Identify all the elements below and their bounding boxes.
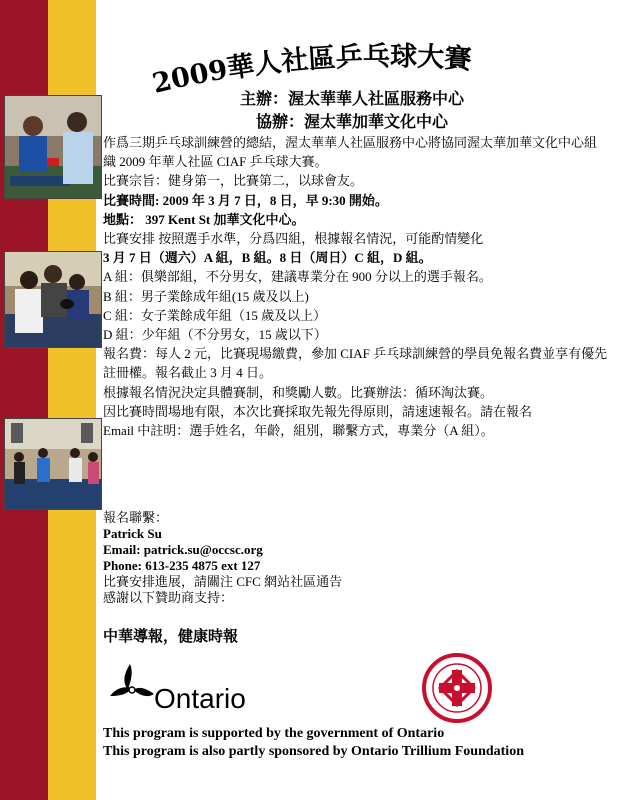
contact-phone: Phone: 613-235 4875 ext 127 xyxy=(103,558,261,573)
arrangement-text: 比賽安排 按照選手水準，分爲四組，根據報名情況，可能酌情變化 xyxy=(103,231,484,247)
time-text: 比賽時間: 2009 年 3 月 7 日，8 日，早 9:30 開始。 xyxy=(103,192,388,208)
location-text: 地點： 397 Kent St 加華文化中心。 xyxy=(103,211,305,227)
footer-line-1: This program is supported by the government of Ontario xyxy=(103,726,445,741)
contact-heading: 報名聯繫： xyxy=(103,510,169,525)
co-organizer: 協辦：渥太華加華文化中心 xyxy=(255,114,448,131)
group-c-text: C 組：女子業餘成年組（15 歲及以上） xyxy=(103,307,327,323)
footer-line-2: This program is also partly sponsored by Ontario Trillium Foundation xyxy=(103,744,524,759)
contact-block xyxy=(103,510,603,606)
footer xyxy=(103,725,613,761)
ontario-logo xyxy=(108,660,258,714)
purpose-text: 比賽宗旨：健身第一，比賽第二，以球會友。 xyxy=(103,173,364,189)
dates-text: 3 月 7 日（週六）A 組，B 組。8 日（周日）C 組，D 組。 xyxy=(103,250,432,266)
contact-email[interactable]: Email: patrick.su@occsc.org xyxy=(103,542,263,557)
ontario-wordmark: Ontario xyxy=(154,683,246,714)
sponsor-names: 中華導報，健康時報 xyxy=(103,629,239,645)
photo-training-2 xyxy=(4,251,102,348)
thanks-text: 感謝以下贊助商支持： xyxy=(103,590,234,605)
group-d-text: D 組：少年組（不分男女，15 歲以下） xyxy=(103,327,327,343)
rules-text: 根據報名情況決定具體賽制，和獎勵人數。比賽辦法：循环淘汰賽。 xyxy=(103,384,494,400)
limited-text: 因比賽時間場地有限，本次比賽採取先報先得原則，請速速報名。請在報名 xyxy=(103,403,533,419)
group-b-text: B 組：男子業餘成年組(15 歲及以上) xyxy=(103,288,309,304)
photo-training-1 xyxy=(4,95,102,199)
title-text: 2009華人社區乒乓球大賽 xyxy=(149,41,473,100)
progress-note: 比賽安排進展，請關注 CFC 網站社區通告 xyxy=(103,574,343,589)
photo-training-3 xyxy=(4,418,102,510)
community-center-seal xyxy=(421,652,493,724)
email-note-text: Email 中註明：選手姓名，年齡，組別，聯繫方式，專業分（A 組）。 xyxy=(103,423,494,439)
group-a-text: A 組：俱樂部組，不分男女，建議專業分在 900 分以上的選手報名。 xyxy=(103,269,492,285)
organizer: 主辦：渥太華華人社區服務中心 xyxy=(239,91,464,108)
fee-text: 報名費：每人 2 元，比賽現場繳費，參加 CIAF 乒乓球訓練營的學員免報名費並享有優先註冊權。報名截止 3 月 4 日。 xyxy=(103,346,608,381)
event-details xyxy=(103,133,608,440)
trillium-icon xyxy=(110,664,154,696)
contact-name: Patrick Su xyxy=(103,526,162,541)
intro-text: 作爲三期乒乓球訓練營的總結，渥太華華人社區服務中心將協同渥太華加華文化中心組織 2009 年華人社區 CIAF 乒乓球大賽。 xyxy=(103,135,598,170)
